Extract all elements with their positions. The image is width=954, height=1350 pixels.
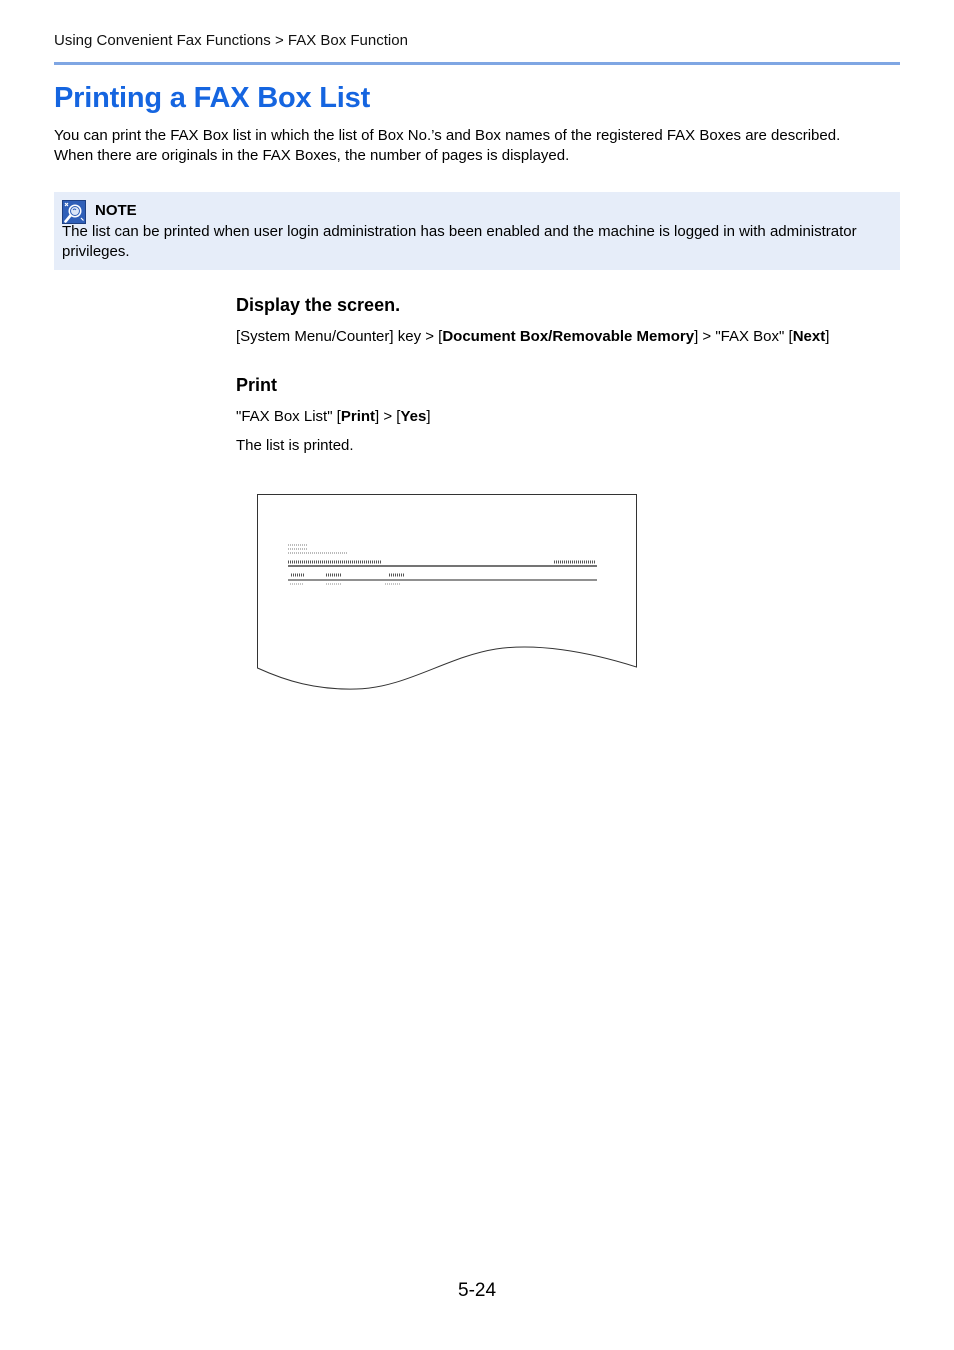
step-2-text-b: ] > [ bbox=[375, 408, 401, 425]
step-2-title: Print bbox=[236, 375, 278, 395]
yes-key: Yes bbox=[400, 408, 427, 425]
note-box bbox=[54, 192, 900, 270]
fax-box-list-printout bbox=[256, 493, 638, 693]
step-2-result: The list is printed. bbox=[236, 437, 354, 454]
header-rule bbox=[54, 62, 900, 65]
step-2-text-c: ] bbox=[426, 408, 431, 425]
page-title: Printing a FAX Box List bbox=[54, 82, 371, 114]
note-icon bbox=[62, 200, 86, 224]
intro-line-1: You can print the FAX Box list in which the list of Box No.’s and Box names of the registered FAX Boxes are described. bbox=[54, 127, 841, 144]
note-heading: NOTE bbox=[95, 202, 137, 219]
step-2-text-a: "FAX Box List" [ bbox=[236, 408, 341, 425]
step-1-text-a: [System Menu/Counter] key > [ bbox=[236, 328, 443, 345]
print-key: Print bbox=[340, 408, 376, 425]
intro-line-2: When there are originals in the FAX Boxes, the number of pages is displayed. bbox=[54, 146, 570, 164]
next-key: Next bbox=[792, 328, 826, 345]
step-1-title: Display the screen. bbox=[236, 295, 401, 315]
step-1-instruction bbox=[236, 328, 829, 345]
note-text: The list can be printed when user login administration has been enabled and the machine is logged in with administrator privileges. bbox=[62, 223, 857, 260]
document-box-removable-memory-key: Document Box/Removable Memory bbox=[442, 328, 695, 345]
page-number: 5-24 bbox=[458, 1280, 497, 1301]
intro-paragraph bbox=[54, 126, 904, 165]
step-1-text-c: ] bbox=[825, 328, 830, 345]
step-1-text-b: ] > "FAX Box" [ bbox=[694, 328, 793, 345]
step-2-instruction bbox=[236, 408, 431, 425]
printout-paper-icon bbox=[256, 493, 638, 693]
breadcrumb: Using Convenient Fax Functions > FAX Box Function bbox=[54, 32, 408, 49]
